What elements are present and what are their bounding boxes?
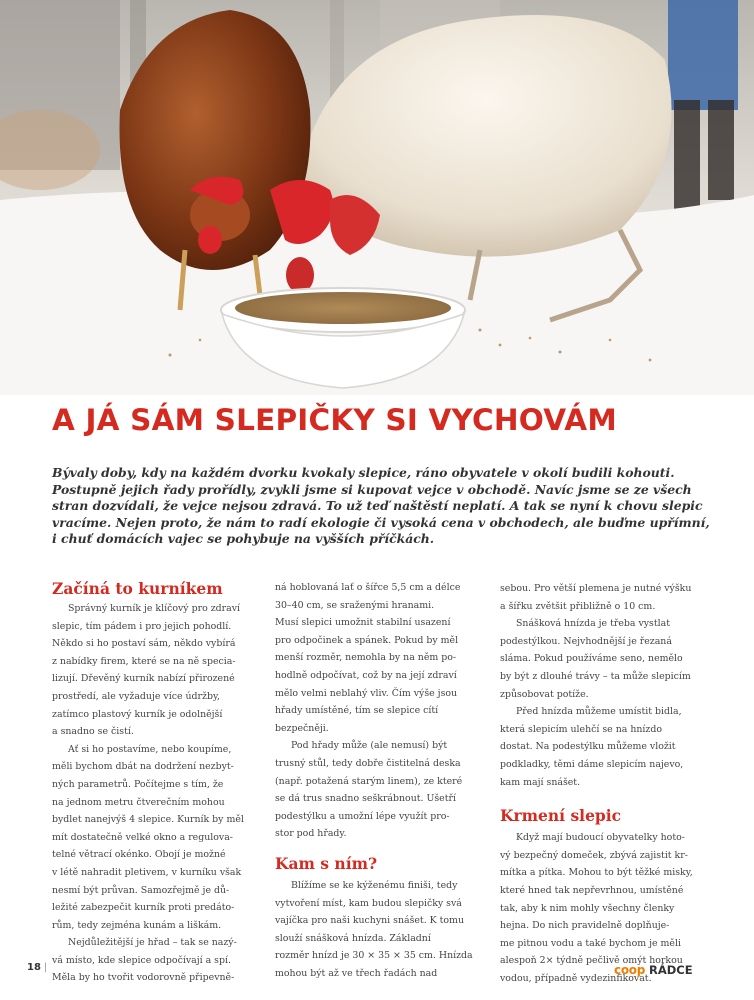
coop-logo-text: coop <box>614 963 645 977</box>
paragraph <box>500 615 705 703</box>
section-heading-kurnik: Začíná to kurníkem <box>52 579 223 598</box>
magazine-name: RÁDCE <box>649 963 693 977</box>
column-3 <box>500 580 705 987</box>
text-line: mělo velmi neblahý vliv. Čím výše jsou <box>275 687 458 699</box>
text-line: Když mají budoucí obyvatelky hoto- <box>516 832 685 844</box>
text-line: měli bychom dbát na dodržení nezbyt- <box>52 761 234 773</box>
text-line: dostat. Na podestýlku můžeme vložit <box>500 741 676 753</box>
text-line: Musí slepici umožnit stabilní usazení <box>275 617 451 629</box>
text-line: která slepicím ulehčí se na hnízdo <box>500 723 662 735</box>
page-number <box>27 962 47 973</box>
text-line: hejna. Do nich pravidelně doplňuje- <box>500 920 670 932</box>
text-line: na jednom metru čtverečním mohou <box>52 796 225 808</box>
text-line: 30–40 cm, se sraženými hranami. <box>275 599 435 611</box>
text-line: a snadno se čistí. <box>52 726 134 738</box>
text-line: Blížíme se ke kýženému finiši, tedy <box>291 879 458 891</box>
text-line: rům, tedy zejména kunám a liškám. <box>52 919 222 931</box>
lead-line: Bývaly doby, kdy na každém dvorku kvokaly slepice, ráno obyvatele v okolí budili kohouti. <box>52 465 675 480</box>
lead-line: Postupně jejich řady prořídly, zvykli jsme si kupovat vejce v obchodě. Navíc jsme se ze všech <box>52 481 692 497</box>
text-line: Ať si ho postavíme, nebo koupíme, <box>68 743 232 755</box>
paragraph <box>275 877 485 983</box>
text-line: pro odpočinek a spánek. Pokud by měl <box>275 634 459 646</box>
hero-photo <box>0 0 754 395</box>
brand-logo <box>614 959 693 978</box>
text-line: Měla by ho tvořit vodorovně připevně- <box>52 972 235 984</box>
paragraph <box>52 741 260 935</box>
text-line: v létě nahradit pletivem, v kurníku však <box>52 866 242 878</box>
text-line: hodlně odpočívat, což by na její zdraví <box>275 669 457 681</box>
text-line: rozměr hnízd je 30 × 35 × 35 cm. Hnízda <box>275 950 473 962</box>
lead-line: i chuť domácích vajec se pohybuje na vyšších příčkách. <box>52 531 435 547</box>
text-line: vodou, případně vydezinfikovat. <box>500 972 652 984</box>
text-line: vajíčka pro naši kuchyni snášet. K tomu <box>275 915 464 927</box>
text-line: podestýlku a umožní lépe využít pro- <box>275 810 450 822</box>
text-line: Správný kurník je klíčový pro zdraví <box>68 603 240 614</box>
column-1 <box>52 578 260 987</box>
lead-line: stran dozvídali, že vejce nejsou zdravá. To už teď naštěstí neplatí. A tak se nyní k chovu slepic <box>52 498 703 514</box>
paragraph <box>52 934 260 987</box>
text-line: Nejdůležitější je hřad – tak se nazý- <box>68 937 237 949</box>
text-line: stor pod hřady. <box>275 828 347 840</box>
text-line: prostředí, ale vyžaduje více údržby, <box>52 690 220 702</box>
text-line: vý bezpečný domeček, zbývá zajistit kr- <box>500 849 688 861</box>
text-line: mít dostatečně velké okno a regulova- <box>52 831 233 843</box>
text-line: podestýlkou. Nejvhodnější je řezaná <box>500 635 672 647</box>
text-line: trusný stůl, tedy dobře čistitelná deska <box>275 757 461 769</box>
text-line: podkladky, těmi dáme slepicím najevo, <box>500 758 684 770</box>
text-line: me pitnou vodu a také bychom je měli <box>500 937 681 949</box>
lead-line: vracíme. Nejen proto, že nám to radí ekologie či vysoká cena v obchodech, ale buďme upřímní, <box>52 514 710 530</box>
text-line: sláma. Pokud používáme seno, nemělo <box>500 653 683 665</box>
text-line: ných parametrů. Počítejme s tím, že <box>52 778 224 790</box>
text-line: slepic, tím pádem i pro jejich pohodlí. <box>52 620 232 632</box>
text-line: Pod hřady může (ale nemusí) být <box>291 740 448 752</box>
text-line: zatímco plastový kurník je odolnější <box>52 708 223 720</box>
paragraph <box>500 703 705 791</box>
text-line: vá místo, kde slepice odpočívají a spí. <box>52 954 231 966</box>
text-line: mohou být až ve třech řadách nad <box>275 967 438 979</box>
text-line: alespoň 2× týdně pečlivě omýt horkou <box>500 955 683 967</box>
text-line: z nabídky firem, které se na ně specia- <box>52 655 236 667</box>
paragraph <box>275 737 485 843</box>
paragraph <box>500 580 705 615</box>
section-heading-kam-s-nim: Kam s ním? <box>275 853 378 873</box>
text-line: (např. potažená starým linem), ze které <box>275 775 463 787</box>
section-heading-krmeni: Krmení slepic <box>500 806 622 826</box>
text-line: slouží snášková hnízda. Základní <box>275 932 431 944</box>
text-line: Někdo si ho postaví sám, někdo vybírá <box>52 638 236 650</box>
text-line: kam mají snášet. <box>500 776 581 788</box>
paragraph <box>52 600 260 741</box>
column-2 <box>275 579 485 982</box>
text-line: ná hoblovaná lať o šířce 5,5 cm a délce <box>275 582 461 593</box>
text-line: bezpečněji. <box>275 722 329 734</box>
text-line: hřady umístěné, tím se slepice cítí <box>275 705 439 717</box>
lead-paragraph <box>52 465 712 548</box>
text-line: Snášková hnízda je třeba vystlat <box>516 618 670 630</box>
text-line: by být z dlouhé trávy – ta může slepicím <box>500 670 691 682</box>
text-line: nesmí být průvan. Samozřejmě je dů- <box>52 884 230 896</box>
text-line: menší rozměr, nemohla by na něm po- <box>275 652 457 664</box>
text-line: Před hnízda můžeme umístit bidla, <box>516 706 682 718</box>
text-line: a šířku zvětšit přibližně o 10 cm. <box>500 600 656 612</box>
text-line: mítka a pítka. Mohou to být těžké misky, <box>500 867 693 879</box>
page-number-value: 18 <box>27 962 41 973</box>
page-number-separator: | <box>43 962 48 973</box>
text-line: telné větrací okénko. Obojí je možné <box>52 849 226 861</box>
text-line: tak, aby k nim mohly všechny členky <box>500 902 675 914</box>
article-title: A JÁ SÁM SLEPIČKY SI VYCHOVÁM <box>52 403 617 437</box>
paragraph <box>275 579 485 737</box>
text-line: bydlet nanejvýš 4 slepice. Kurník by měl <box>52 814 244 826</box>
text-line: způsobovat potíže. <box>500 688 589 700</box>
text-line: vytvoření míst, kam budou slepičky svá <box>275 897 462 909</box>
text-line: ležité zabezpečit kurník proti predáto- <box>52 902 235 914</box>
text-line: které hned tak nepřevrhnou, umístěné <box>500 884 684 896</box>
text-line: sebou. Pro větší plemena je nutné výšku <box>500 583 692 594</box>
text-line: lizují. Dřevěný kurník nabízí přirozené <box>52 673 235 685</box>
text-line: se dá trus snadno seškrábnout. Ušetří <box>275 793 456 805</box>
